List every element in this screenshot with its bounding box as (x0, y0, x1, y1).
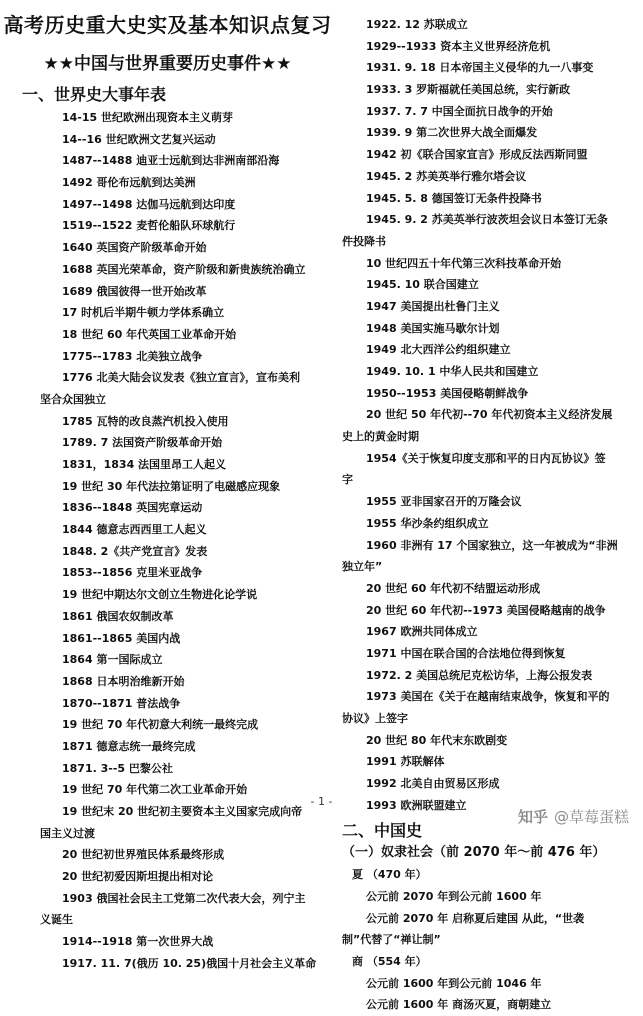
timeline-entry: 1903 俄国社会民主工党第二次代表大会，列宁主 (62, 891, 306, 905)
timeline-entry: 坚合众国独立 (40, 392, 106, 406)
timeline-entry: 1945. 9. 2 苏美英举行波茨坦会议日本签订无条 (366, 213, 608, 227)
timeline-entry: 义诞生 (40, 913, 73, 927)
timeline-entry: 1871 德意志统一最终完成 (62, 739, 196, 753)
timeline-entry: 20 世纪初世界殖民体系最终形成 (62, 848, 225, 862)
timeline-entry: 1831，1834 法国里昂工人起义 (62, 458, 227, 471)
timeline-entry: 1955 亚非国家召开的万隆会议 (366, 495, 522, 509)
timeline-entry: 公元前 2070 年到公元前 1600 年 (366, 889, 542, 903)
title-text: 高考历史重大史实及基本知识点复习 (3, 13, 332, 37)
timeline-entry: 1844 德意志西西里工人起义 (62, 523, 207, 537)
timeline-entry: 1971 中国在联合国的合法地位得到恢复 (366, 646, 566, 660)
timeline-entry: 公元前 1600 年 商汤灭夏，商朝建立 (366, 998, 552, 1012)
timeline-entry: 1922. 12 苏联成立 (366, 18, 468, 31)
timeline-entry: 1950--1953 美国侵略朝鲜战争 (366, 386, 529, 400)
watermark-author: @草莓蛋糕 (553, 808, 629, 826)
timeline-entry: 1933. 3 罗斯福就任美国总统，实行新政 (366, 83, 571, 97)
timeline-entry: 件投降书 (342, 234, 386, 248)
timeline-entry: 19 世纪末 20 世纪初主要资本主义国家完成向帝 (62, 805, 303, 818)
timeline-entry: 1785 瓦特的改良蒸汽机投入使用 (62, 414, 229, 428)
timeline-entry: 20 世纪 50 年代初--70 年代初资本主义经济发展 (366, 408, 613, 422)
timeline-entry: 1954《关于恢复印度支那和平的日内瓦协议》签 (366, 451, 606, 465)
timeline-entry: 商 （554 年） (352, 954, 427, 968)
china-timeline-list (336, 842, 643, 1016)
timeline-entry: 独立年” (342, 560, 383, 574)
page-number: - 1 - (310, 795, 333, 808)
timeline-entry: 制”代替了“禅让制” (342, 933, 441, 947)
timeline-entry: 国主义过渡 (40, 826, 95, 840)
timeline-entry: 1973 美国在《关于在越南结束战争，恢复和平的 (366, 690, 610, 704)
timeline-entry: 字 (342, 473, 353, 487)
timeline-entry: 1949 北大西洋公约组织建立 (366, 343, 511, 357)
timeline-entry: 19 世纪 70 年代初意大利统一最终完成 (62, 718, 259, 732)
timeline-entry: 1497--1498 达伽马远航到达印度 (62, 197, 236, 211)
timeline-entry: 1939. 9 第二次世界大战全面爆发 (366, 126, 538, 140)
timeline-entry: 10 世纪四五十年代第三次科技革命开始 (366, 256, 562, 270)
timeline-entry: 19 世纪中期达尔文创立生物进化论学说 (62, 588, 258, 602)
timeline-entry: 1960 非洲有 17 个国家独立，这一年被成为“非洲 (366, 538, 618, 552)
timeline-entry: 1848. 2《共产党宣言》发表 (62, 544, 208, 558)
timeline-entry: 19 世纪 70 年代第二次工业革命开始 (62, 783, 248, 797)
watermark (518, 806, 629, 827)
timeline-entry: 1689 俄国彼得一世开始改革 (62, 284, 207, 298)
timeline-entry: 1972. 2 美国总统尼克松访华，上海公报发表 (366, 668, 593, 682)
world-timeline-list-right (336, 14, 643, 816)
timeline-entry: 1776 北美大陆会议发表《独立宣言》，宣布美利 (62, 371, 300, 385)
timeline-entry: 1917. 11. 7(俄历 10. 25)俄国十月社会主义革命 (62, 956, 317, 970)
timeline-entry: 1931. 9. 18 日本帝国主义侵华的九一八事变 (366, 61, 594, 75)
timeline-entry: 1992 北美自由贸易区形成 (366, 777, 500, 791)
timeline-entry: 1945. 2 苏美英举行雅尔塔会议 (366, 169, 527, 183)
right-column (336, 0, 643, 1016)
timeline-entry: 1942 初《联合国家宣言》形成反法西斯同盟 (366, 148, 588, 162)
section-heading-world: 一、世界史大事年表 (22, 85, 167, 104)
timeline-entry: 1871. 3--5 巴黎公社 (62, 761, 173, 775)
timeline-entry: 1853--1856 克里米亚战争 (62, 566, 203, 580)
timeline-entry: 19 世纪 30 年代法拉第证明了电磁感应现象 (62, 479, 281, 493)
timeline-entry: 协议》上签字 (342, 712, 408, 725)
timeline-entry: 1775--1783 北美独立战争 (62, 349, 203, 363)
timeline-entry: 1955 华沙条约组织成立 (366, 516, 489, 530)
timeline-entry: 14--16 世纪欧洲文艺复兴运动 (62, 132, 216, 146)
timeline-entry: 1993 欧洲联盟建立 (366, 798, 467, 812)
timeline-entry: 1519--1522 麦哲伦船队环球航行 (62, 219, 236, 233)
timeline-entry: 1929--1933 资本主义世界经济危机 (366, 39, 551, 53)
timeline-entry: 1945. 5. 8 德国签订无条件投降书 (366, 191, 542, 205)
timeline-entry: （一）奴隶社会（前 2070 年～前 476 年） (342, 845, 606, 861)
timeline-entry: 1947 美国提出杜鲁门主义 (366, 299, 500, 313)
timeline-entry: 17 时机后半期牛顿力学体系确立 (62, 306, 225, 320)
timeline-entry: 1914--1918 第一次世界大战 (62, 935, 214, 949)
timeline-entry: 20 世纪初爱因斯坦提出相对论 (62, 870, 214, 884)
timeline-entry: 1948 美国实施马歇尔计划 (366, 321, 500, 335)
timeline-entry: 1870--1871 普法战争 (62, 696, 181, 710)
timeline-entry: 1861 俄国农奴制改革 (62, 609, 174, 623)
timeline-entry: 20 世纪 80 年代末东欧剧变 (366, 733, 508, 747)
timeline-entry: 1492 哥伦布远航到达美洲 (62, 176, 196, 190)
timeline-entry: 史上的黄金时期 (342, 430, 419, 444)
timeline-entry: 1868 日本明治维新开始 (62, 674, 185, 688)
world-timeline-list-left (0, 107, 335, 975)
section-heading-china: 二、中国史 (342, 821, 423, 841)
timeline-entry: 1487--1488 迪亚士远航到达非洲南部沿海 (62, 154, 280, 168)
left-column (0, 0, 335, 975)
timeline-entry: 1836--1848 英国宪章运动 (62, 501, 203, 515)
timeline-entry: 1861--1865 美国内战 (62, 631, 181, 645)
timeline-entry: 1688 英国光荣革命，资产阶级和新贵族统治确立 (62, 262, 306, 276)
timeline-entry: 1967 欧洲共同体成立 (366, 625, 478, 639)
document-subtitle: ★★中国与世界重要历史事件★★ (43, 54, 292, 74)
timeline-entry: 1864 第一国际成立 (62, 653, 163, 667)
timeline-entry: 公元前 2070 年 启称夏后建国 从此，“世袭 (366, 911, 585, 925)
zhihu-logo: 知乎 (517, 808, 548, 826)
timeline-entry: 18 世纪 60 年代英国工业革命开始 (62, 327, 237, 341)
timeline-entry: 1945. 10 联合国建立 (366, 278, 479, 292)
timeline-entry: 20 世纪 60 年代初不结盟运动形成 (366, 581, 541, 595)
timeline-entry: 1640 英国资产阶级革命开始 (62, 241, 207, 255)
timeline-entry: 20 世纪 60 年代初--1973 美国侵略越南的战争 (366, 603, 606, 617)
document-title (0, 14, 335, 37)
timeline-entry: 1949. 10. 1 中华人民共和国建立 (366, 365, 539, 378)
timeline-entry: 夏 （470 年） (352, 868, 427, 882)
timeline-entry: 1789. 7 法国资产阶级革命开始 (62, 436, 223, 450)
timeline-entry: 14-15 世纪欧洲出现资本主义萌芽 (62, 111, 234, 124)
timeline-entry: 1937. 7. 7 中国全面抗日战争的开始 (366, 104, 553, 118)
timeline-entry: 公元前 1600 年到公元前 1046 年 (366, 976, 542, 990)
timeline-entry: 1991 苏联解体 (366, 755, 445, 769)
